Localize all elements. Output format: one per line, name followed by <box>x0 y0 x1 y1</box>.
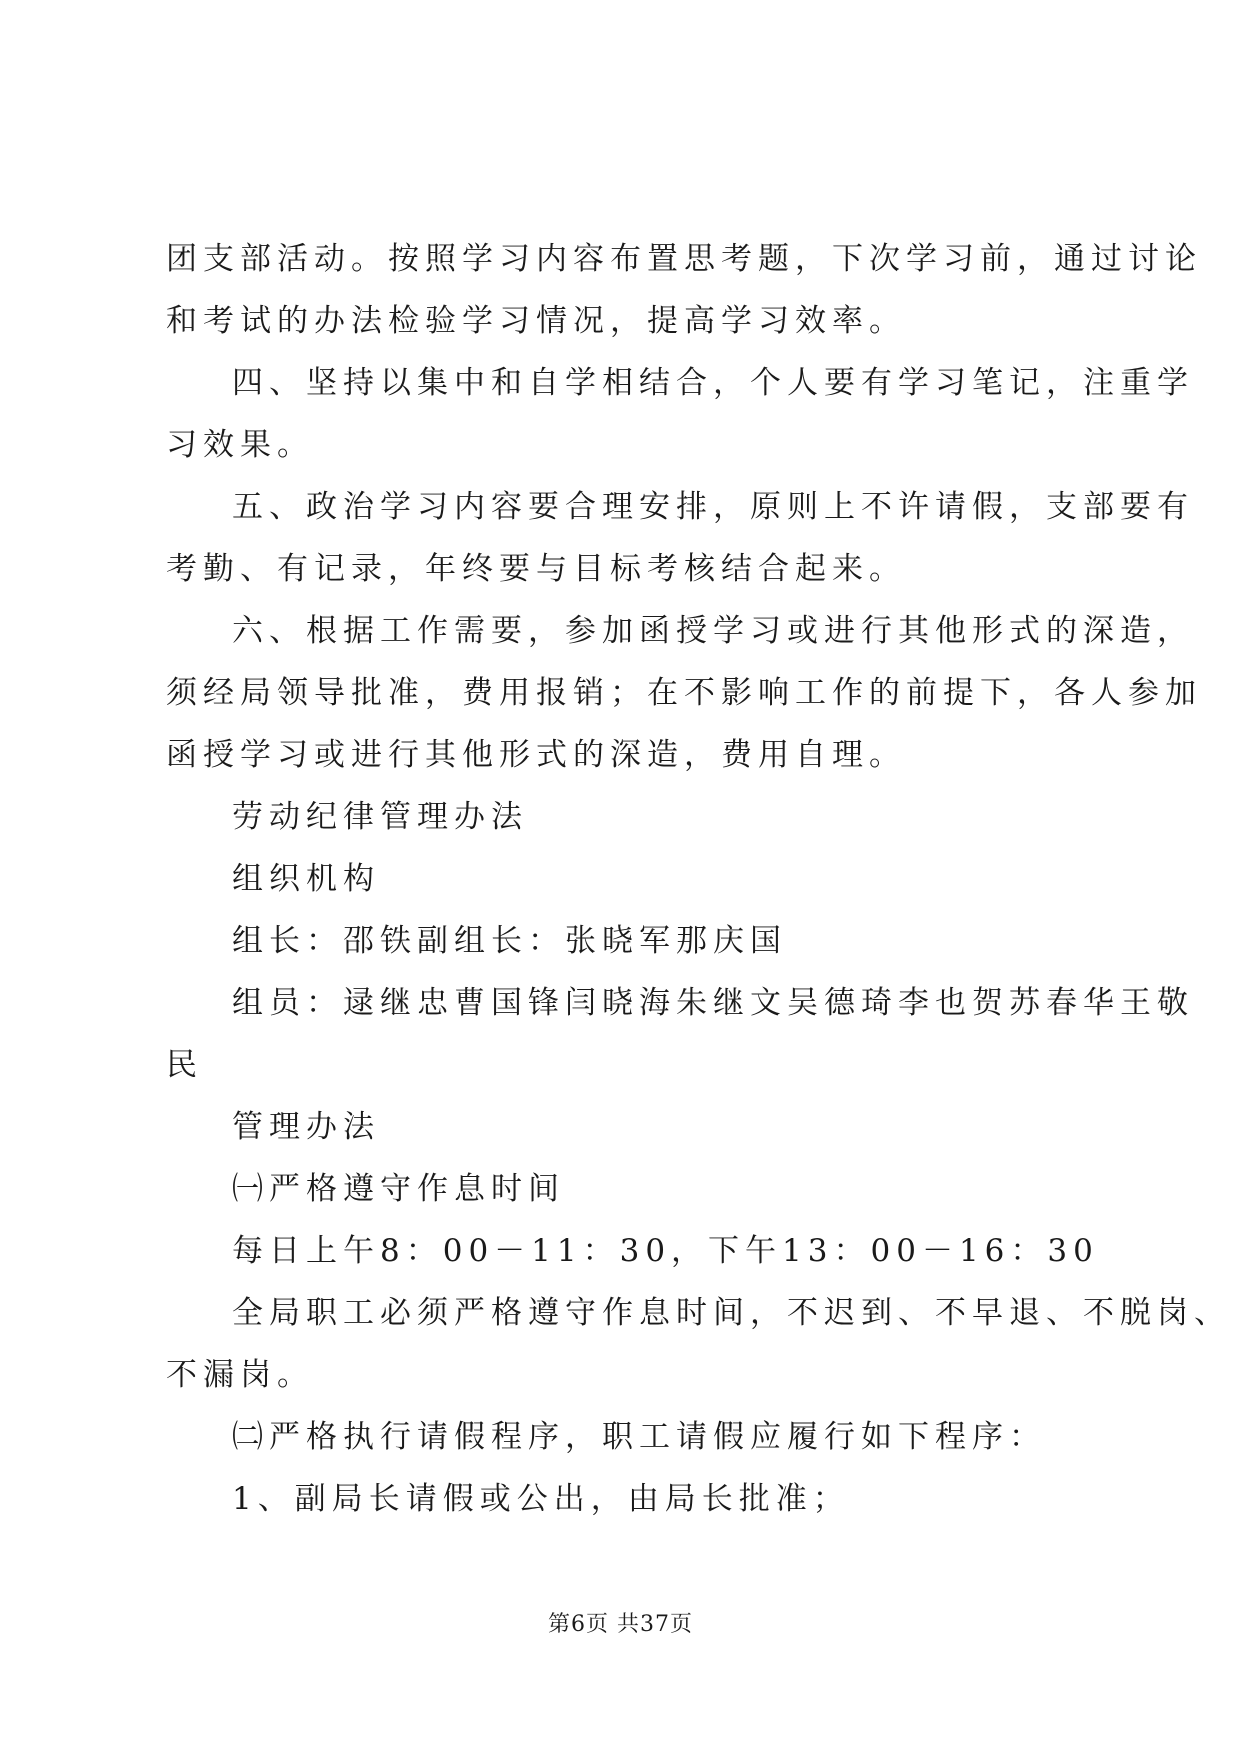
paragraph-line: 五、政治学习内容要合理安排，原则上不许请假，支部要有 <box>232 489 1194 525</box>
paragraph-line: 组员：逯继忠曹国锋闫晓海朱继文吴德琦李也贺苏春华王敬 <box>232 985 1194 1021</box>
paragraph-line: 民 <box>166 1047 203 1083</box>
paragraph-line: 须经局领导批准，费用报销；在不影响工作的前提下，各人参加 <box>166 675 1202 711</box>
paragraph-line: 全局职工必须严格遵守作息时间，不迟到、不早退、不脱岗、 <box>232 1295 1231 1331</box>
paragraph-line: 组长：邵铁副组长：张晓军那庆国 <box>232 923 787 959</box>
page-number-footer: 第6页 共37页 <box>548 1612 693 1637</box>
section-heading: 管理办法 <box>232 1109 380 1145</box>
paragraph-line: 六、根据工作需要，参加函授学习或进行其他形式的深造， <box>232 613 1194 649</box>
paragraph-line: 函授学习或进行其他形式的深造，费用自理。 <box>166 737 906 773</box>
section-heading: 组织机构 <box>232 861 380 897</box>
paragraph-line: 习效果。 <box>166 427 314 463</box>
paragraph-line: ㈡严格执行请假程序，职工请假应履行如下程序： <box>232 1419 1046 1455</box>
paragraph-line: ㈠严格遵守作息时间 <box>232 1171 565 1207</box>
paragraph-line: 四、坚持以集中和自学相结合，个人要有学习笔记，注重学 <box>232 365 1194 401</box>
paragraph-line: 考勤、有记录，年终要与目标考核结合起来。 <box>166 551 906 587</box>
paragraph-line: 1、副局长请假或公出，由局长批准； <box>232 1481 850 1517</box>
paragraph-line: 和考试的办法检验学习情况，提高学习效率。 <box>166 303 906 339</box>
paragraph-line: 不漏岗。 <box>166 1357 314 1393</box>
paragraph-line: 每日上午8：00－11：30，下午13：00－16：30 <box>232 1233 1099 1269</box>
paragraph-line: 团支部活动。按照学习内容布置思考题，下次学习前，通过讨论 <box>166 241 1202 277</box>
document-body <box>166 228 1231 1530</box>
section-heading: 劳动纪律管理办法 <box>232 799 528 835</box>
